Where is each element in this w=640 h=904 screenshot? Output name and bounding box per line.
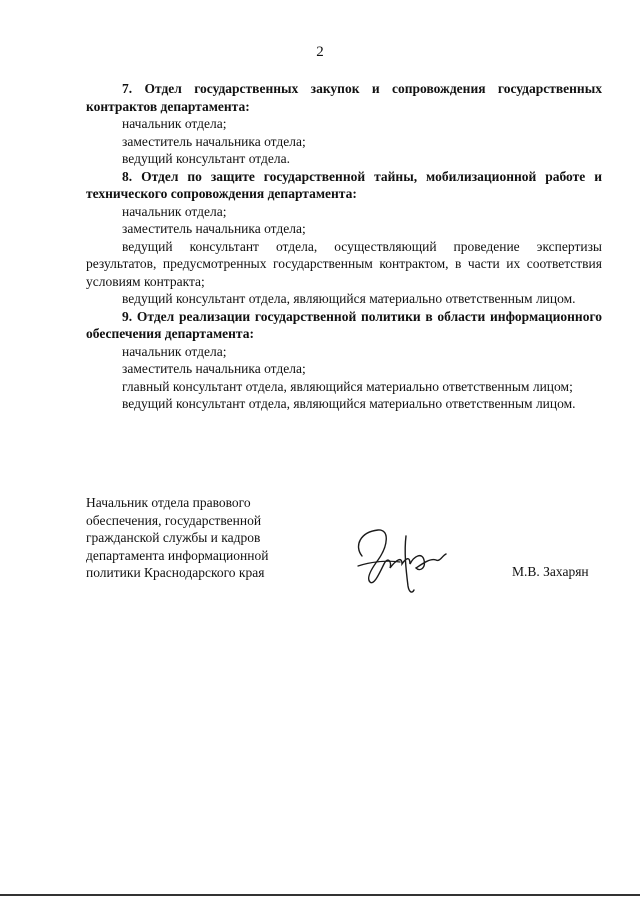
- position-line: обеспечения, государственной: [86, 512, 262, 528]
- section-heading: 7. Отдел государственных закупок и сопровождения государственных контрактов департамента:: [86, 81, 602, 114]
- list-item: ведущий консультант отдела.: [122, 151, 290, 166]
- section-heading: 8. Отдел по защите государственной тайны, мобилизационной работе и технического сопровождения департамента:: [86, 168, 602, 201]
- list-item: заместитель начальника отдела;: [122, 221, 306, 236]
- list-item: заместитель начальника отдела;: [122, 361, 306, 376]
- list-item: ведущий консультант отдела, являющийся материально ответственным лицом.: [122, 396, 576, 411]
- list-item: главный консультант отдела, являющийся материально ответственным лицом;: [122, 378, 573, 394]
- list-item: ведущий консультант отдела, являющийся материально ответственным лицом.: [122, 291, 576, 306]
- page-number: 2: [316, 44, 324, 60]
- handwritten-signature: [350, 516, 450, 596]
- document-body: [86, 80, 602, 413]
- position-line: политики Краснодарского края: [86, 565, 265, 580]
- section-7: [86, 80, 602, 168]
- position-line: гражданской службы и кадров: [86, 530, 261, 545]
- position-line: департамента информационной: [86, 547, 269, 563]
- section-9: [86, 308, 602, 413]
- position-line: Начальник отдела правового: [86, 495, 251, 510]
- section-8: [86, 168, 602, 308]
- list-item: начальник отдела;: [122, 116, 227, 131]
- list-item: ведущий консультант отдела, осуществляющий проведение экспертизы результатов, предусмотренных государственным контрактом, в части их соответствия условиям контракта;: [86, 238, 602, 289]
- list-item: заместитель начальника отдела;: [122, 133, 306, 149]
- signatory-name: М.В. Захарян: [512, 564, 589, 579]
- section-heading: 9. Отдел реализации государственной политики в области информационного обеспечения департамента:: [86, 308, 602, 341]
- list-item: начальник отдела;: [122, 203, 227, 219]
- signature-block: [86, 494, 602, 604]
- list-item: начальник отдела;: [122, 343, 227, 359]
- signatory-position: [86, 494, 268, 582]
- scan-edge-line: [0, 894, 640, 896]
